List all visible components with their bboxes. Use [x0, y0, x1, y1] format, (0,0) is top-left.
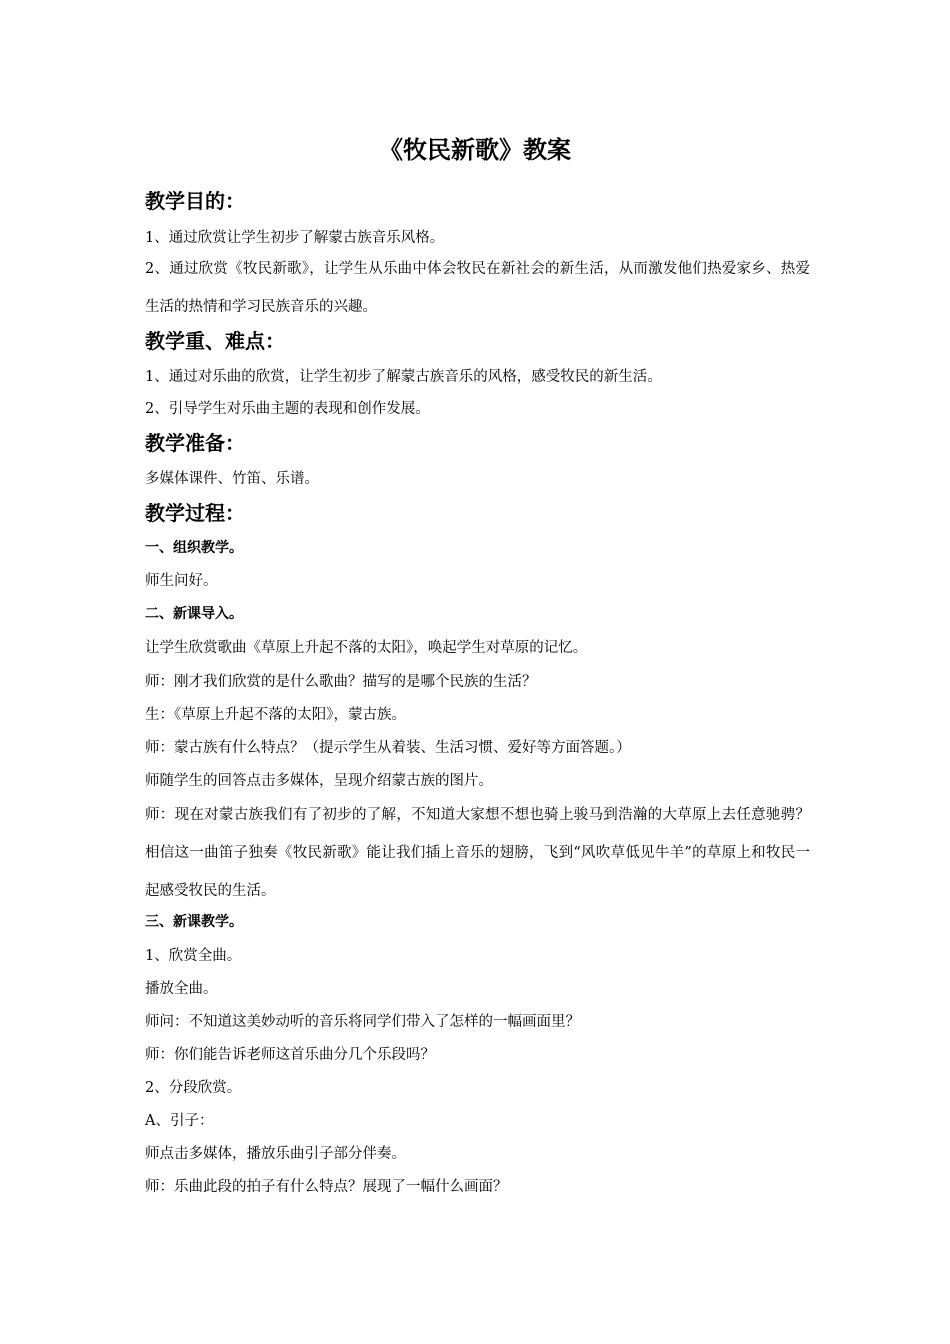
step2-line-5: 师随学生的回答点击多媒体，呈现介绍蒙古族的图片。: [145, 773, 493, 789]
step3-line-7: 师点击多媒体，播放乐曲引子部分伴奏。: [145, 1146, 406, 1162]
step2-line-2: 师：刚才我们欣赏的是什么歌曲？描写的是哪个民族的生活？: [145, 674, 537, 690]
objectives-heading: 教学目的：: [145, 189, 245, 213]
step2-line-6: 师：现在对蒙古族我们有了初步的了解，不知道大家想不想也骑上骏马到浩瀚的大草原上去任意驰骋？相信这一曲笛子独奏《牧民新歌》能让我们插上音乐的翅膀，飞到“风吹草低见牛羊”的草原上和牧民一起感受牧民的生活。: [145, 807, 810, 899]
step1-heading: 一、组织教学。: [145, 540, 243, 556]
step3-line-5: 2、分段欣赏。: [145, 1080, 242, 1096]
step3-line-3: 师问：不知道这美妙动听的音乐将同学们带入了怎样的一幅画面里？: [145, 1014, 580, 1030]
step3-line-1: 1、欣赏全曲。: [145, 948, 242, 964]
step3-line-6: A、引子：: [145, 1113, 214, 1129]
key-points-heading: 教学重、难点：: [145, 329, 285, 353]
step1-line-1: 师生问好。: [145, 573, 218, 589]
objectives-item-1: 1、通过欣赏让学生初步了解蒙古族音乐风格。: [145, 230, 445, 246]
step2-line-4: 师：蒙古族有什么特点？（提示学生从着装、生活习惯、爱好等方面答题。）: [145, 740, 631, 756]
step3-line-4: 师：你们能告诉老师这首乐曲分几个乐段吗？: [145, 1047, 435, 1063]
preparation-heading: 教学准备：: [145, 431, 245, 455]
key-points-item-2: 2、引导学生对乐曲主题的表现和创作发展。: [145, 401, 430, 417]
key-points-item-1: 1、通过对乐曲的欣赏，让学生初步了解蒙古族音乐的风格，感受牧民的新生活。: [145, 369, 662, 385]
objectives-item-2: 2、通过欣赏《牧民新歌》，让学生从乐曲中体会牧民在新社会的新生活，从而激发他们热爱家乡、热爱生活的热情和学习民族音乐的兴趣。: [145, 261, 810, 315]
step3-line-8: 师：乐曲此段的拍子有什么特点？展现了一幅什么画面？: [145, 1179, 508, 1195]
step3-line-2: 播放全曲。: [145, 981, 218, 997]
step2-line-3: 生：《草原上升起不落的太阳》，蒙古族。: [145, 707, 406, 723]
document-title: 《牧民新歌》教案: [379, 136, 571, 164]
preparation-item-1: 多媒体课件、竹笛、乐谱。: [145, 471, 319, 487]
step2-line-1: 让学生欣赏歌曲《草原上升起不落的太阳》，唤起学生对草原的记忆。: [145, 640, 588, 656]
step3-heading: 三、新课教学。: [145, 914, 243, 930]
step2-heading: 二、新课导入。: [145, 606, 243, 622]
process-heading: 教学过程：: [145, 501, 245, 525]
